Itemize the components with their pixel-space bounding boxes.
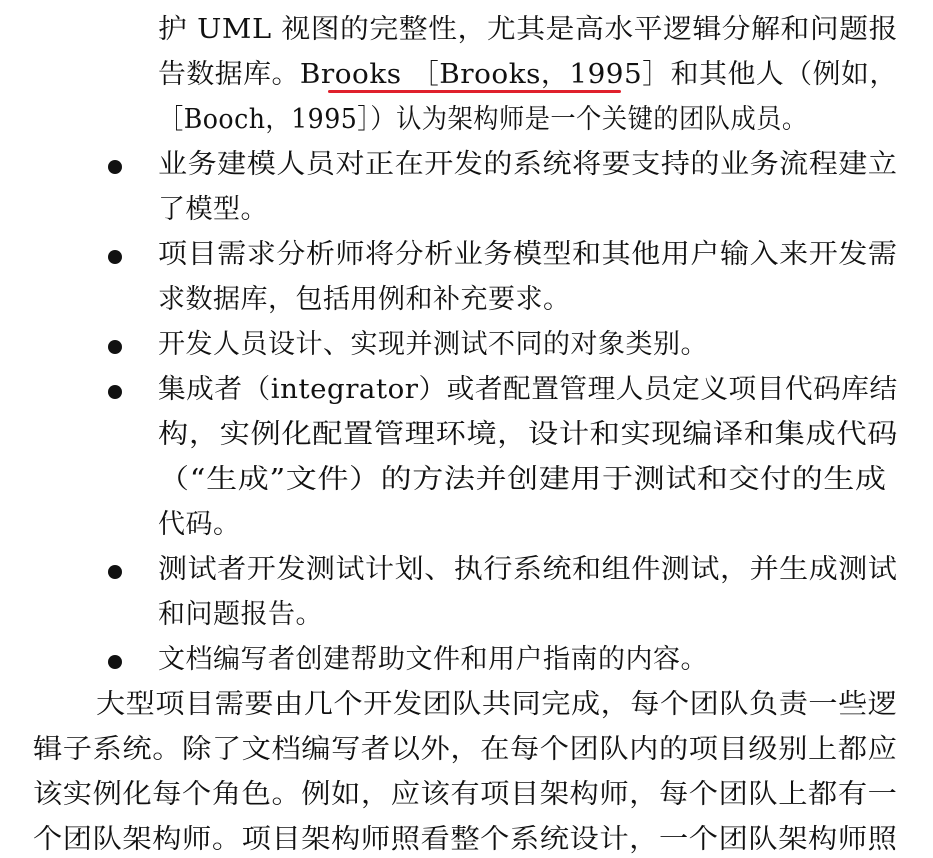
- bullet-item-line: 求数据库，包括用例和补充要求。: [158, 284, 571, 315]
- bullet-icon: [108, 385, 122, 399]
- intro-line: 告数据库。Brooks ［Brooks，1995］和其他人（例如，: [158, 59, 898, 90]
- bullet-item-line: （“生成”文件）的方法并创建用于测试和交付的生成: [158, 464, 887, 495]
- paragraph-line: 大型项目需要由几个开发团队共同完成，每个团队负责一些逻: [96, 689, 898, 720]
- bullet-item-line: 了模型。: [158, 194, 268, 225]
- bullet-item-line: 代码。: [158, 509, 241, 540]
- bullet-item-line: 测试者开发测试计划、执行系统和组件测试，并生成测试: [158, 554, 898, 585]
- paragraph-line: 个团队架构师。项目架构师照看整个系统设计，一个团队架构师照: [33, 824, 898, 855]
- bullet-item-line: 集成者（integrator）或者配置管理人员定义项目代码库结: [158, 374, 898, 405]
- bullet-item-line: 和问题报告。: [158, 599, 323, 630]
- red-underline-annotation: [328, 90, 621, 93]
- paragraph-line: 该实例化每个角色。例如，应该有项目架构师，每个团队上都有一: [33, 779, 898, 810]
- bullet-item-line: 文档编写者创建帮助文件和用户指南的内容。: [158, 644, 708, 675]
- intro-line: ［Booch，1995］）认为架构师是一个关键的团队成员。: [158, 104, 808, 135]
- bullet-icon: [108, 565, 122, 579]
- bullet-icon: [108, 160, 122, 174]
- bullet-item-line: 项目需求分析师将分析业务模型和其他用户输入来开发需: [158, 239, 898, 270]
- bullet-item-line: 开发人员设计、实现并测试不同的对象类别。: [158, 329, 708, 360]
- bullet-icon: [108, 250, 122, 264]
- paragraph-line: 辑子系统。除了文档编写者以外，在每个团队内的项目级别上都应: [33, 734, 898, 765]
- bullet-icon: [108, 655, 122, 669]
- bullet-item-line: 业务建模人员对正在开发的系统将要支持的业务流程建立: [158, 149, 898, 180]
- bullet-item-line: 构，实例化配置管理环境，设计和实现编译和集成代码: [158, 419, 898, 450]
- bullet-icon: [108, 340, 122, 354]
- intro-line: 护 UML 视图的完整性，尤其是高水平逻辑分解和问题报: [158, 14, 898, 45]
